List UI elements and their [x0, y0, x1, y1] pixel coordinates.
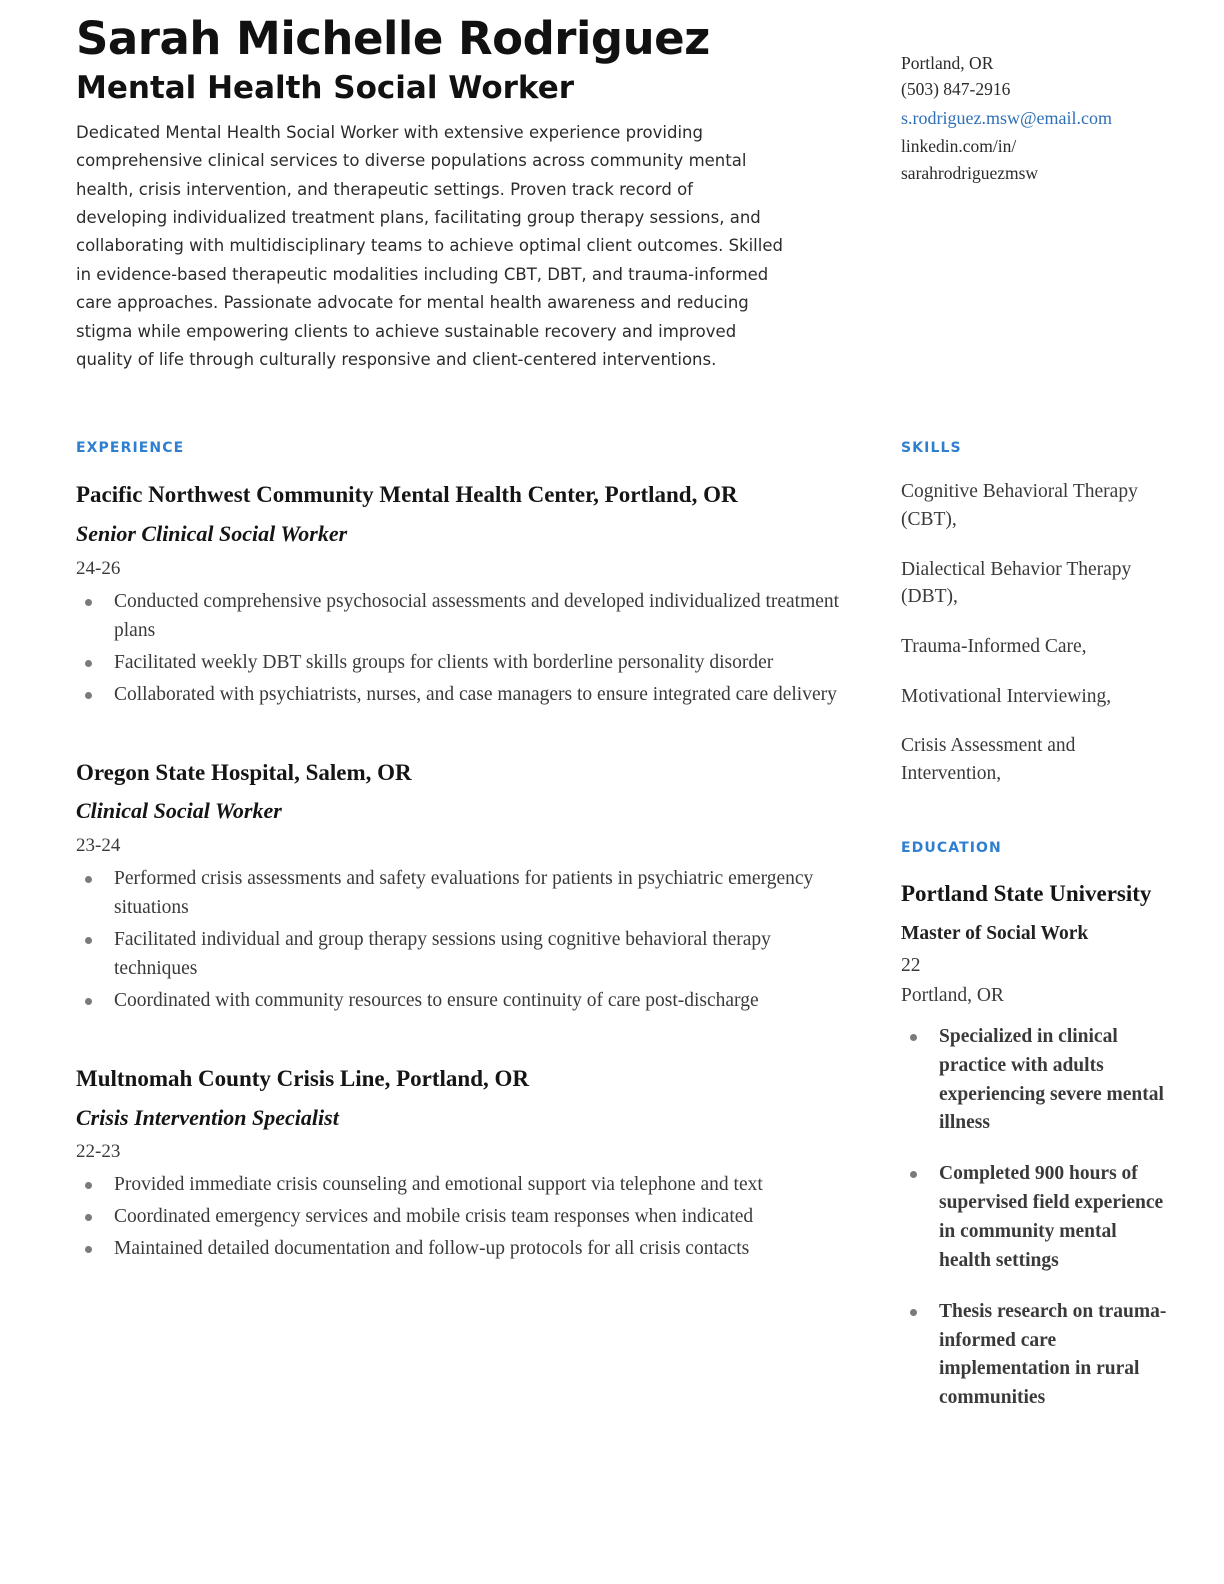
skill-item: Dialectical Behavior Therapy (DBT),	[901, 558, 1132, 608]
list-item: Facilitated weekly DBT skills groups for clients with borderline personality disorder	[76, 649, 841, 678]
skill-item: Trauma-Informed Care,	[901, 636, 1087, 658]
list-item: Provided immediate crisis counseling and emotional support via telephone and text	[76, 1171, 841, 1200]
list-item: Specialized in clinical practice with adults experiencing severe mental illness	[901, 1023, 1168, 1138]
experience-bullet-list	[76, 1171, 841, 1264]
sidebar-column	[901, 388, 1168, 1435]
experience-organization: Pacific Northwest Community Mental Health Center, Portland, OR	[76, 482, 738, 508]
list-item: Coordinated emergency services and mobile crisis team responses when indicated	[76, 1203, 841, 1232]
experience-organization: Oregon State Hospital, Salem, OR	[76, 759, 412, 785]
section-header-skills: SKILLS	[901, 440, 962, 457]
professional-summary: Dedicated Mental Health Social Worker with extensive experience providing comprehensive clinical services to diverse populations across community mental health, crisis intervention, and therapeutic settings. Proven track record of developing individualized treatment plans, facilitating group therapy sessions, and collaborating with multidisciplinary teams to achieve optimal client outcomes. Skilled in evidence-based therapeutic modalities including CBT, DBT, and trauma-informed care approaches. Passionate advocate for mental health awareness and reducing stigma while empowering clients to achieve sustainable recovery and improved quality of life through culturally responsive and client-centered interventions.	[76, 122, 783, 369]
education-bullet-list	[901, 1023, 1168, 1413]
body-row	[0, 374, 1224, 1435]
list-item: Maintained detailed documentation and follow-up protocols for all crisis contacts	[76, 1235, 841, 1264]
skill-item: Crisis Assessment and Intervention,	[901, 735, 1076, 785]
experience-bullet-list	[76, 588, 841, 709]
section-header-education: EDUCATION	[901, 839, 1002, 856]
contact-linkedin-line1[interactable]: linkedin.com/in/	[901, 136, 1017, 157]
experience-entry	[76, 756, 841, 1016]
section-header-experience: EXPERIENCE	[76, 440, 185, 457]
experience-section	[76, 388, 841, 1435]
skill-item: Motivational Interviewing,	[901, 685, 1112, 707]
list-item: Thesis research on trauma-informed care implementation in rural communities	[901, 1298, 1168, 1413]
experience-organization: Multnomah County Crisis Line, Portland, OR	[76, 1065, 530, 1091]
experience-role: Senior Clinical Social Worker	[76, 521, 348, 547]
page-title: Sarah Michelle Rodriguez	[76, 12, 710, 65]
list-item: Conducted comprehensive psychosocial assessments and developed individualized treatment plans	[76, 588, 841, 646]
experience-bullet-list	[76, 865, 841, 1015]
contact-email-link[interactable]: s.rodriguez.msw@email.com	[901, 107, 1113, 128]
experience-role: Crisis Intervention Specialist	[76, 1104, 339, 1130]
contact-phone: (503) 847-2916	[901, 79, 1011, 100]
experience-dates: 24-26	[76, 558, 121, 580]
contact-linkedin-line2[interactable]: sarahrodriguezmsw	[901, 162, 1039, 183]
experience-role: Clinical Social Worker	[76, 798, 282, 824]
education-entry	[901, 878, 1168, 1413]
contact-location: Portland, OR	[901, 53, 994, 73]
job-title: Mental Health Social Worker	[76, 70, 575, 107]
header-row	[0, 0, 1224, 374]
experience-entry	[76, 478, 841, 709]
experience-dates: 23-24	[76, 835, 121, 857]
contact-email-row	[901, 103, 1168, 134]
education-location: Portland, OR	[901, 984, 1004, 1006]
list-item: Facilitated individual and group therapy sessions using cognitive behavioral therapy techniques	[76, 926, 841, 984]
education-year: 22	[901, 954, 921, 976]
list-item: Performed crisis assessments and safety evaluations for patients in psychiatric emergency situations	[76, 865, 841, 923]
header-main	[76, 14, 841, 374]
experience-dates: 22-23	[76, 1141, 121, 1163]
experience-entry	[76, 1062, 841, 1264]
education-school: Portland State University	[901, 880, 1152, 906]
skills-list	[901, 478, 1168, 788]
education-degree: Master of Social Work	[901, 922, 1089, 944]
list-item: Coordinated with community resources to ensure continuity of care post-discharge	[76, 987, 841, 1016]
contact-block	[901, 14, 1168, 374]
skill-item: Cognitive Behavioral Therapy (CBT),	[901, 481, 1138, 531]
list-item: Collaborated with psychiatrists, nurses, and case managers to ensure integrated care delivery	[76, 681, 841, 710]
list-item: Completed 900 hours of supervised field experience in community mental health settings	[901, 1160, 1168, 1275]
